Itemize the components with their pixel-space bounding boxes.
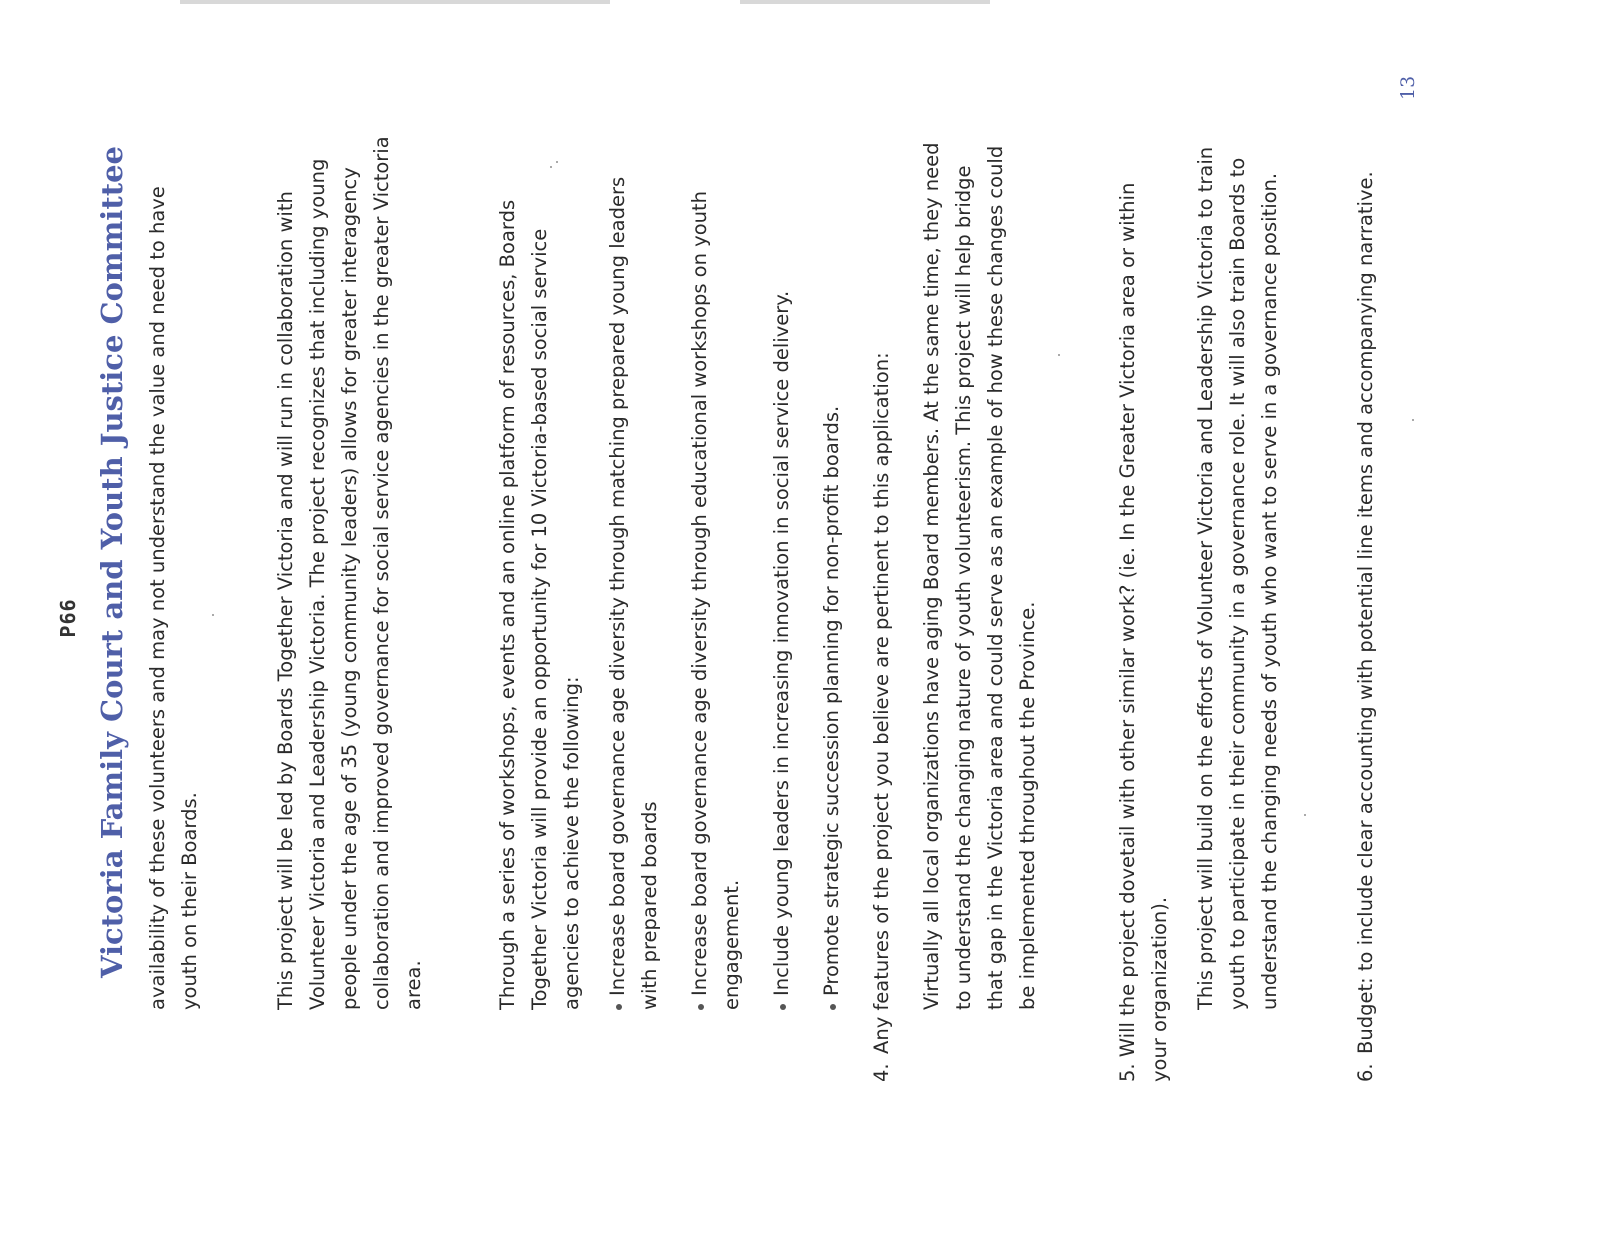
text-line: availability of these volunteers and may not understand the value and need to have <box>146 186 169 1010</box>
question-4 <box>866 182 898 1082</box>
scan-speck <box>212 614 214 616</box>
text-line: area. <box>402 960 425 1010</box>
text-line: Through a series of workshops, events and an online platform of resources, Boards <box>496 199 519 1010</box>
project-description-paragraph <box>270 110 430 1010</box>
continuation-paragraph <box>142 110 206 1010</box>
text-line: This project will be led by Boards Together Victoria and will run in collaboration with <box>274 191 297 1010</box>
text-line: to understand the changing nature of youth volunteerism. This project will help bridge <box>952 165 975 1010</box>
objective-text: Promote strategic succession planning for non-profit boards. <box>820 405 843 996</box>
text-line <box>866 182 898 1082</box>
text-line: 5. Will the project dovetail with other similar work? (ie. In the Greater Victoria area or within <box>1116 182 1139 1082</box>
question-text: Any features of the project you believe are pertinent to this application: <box>870 352 893 1054</box>
text-line: Together Victoria will provide an opportunity for 10 Victoria-based social service <box>528 228 551 1010</box>
scan-speck <box>550 166 552 168</box>
text-line: understand the changing needs of youth who want to serve in a governance position. <box>1258 172 1281 1010</box>
text-line <box>816 110 848 1010</box>
text-line: collaboration and improved governance for social service agencies in the greater Victoria <box>370 136 393 1010</box>
question-number: 4. <box>870 1063 893 1082</box>
page-code: P66 <box>56 598 80 638</box>
text-line <box>766 110 798 1010</box>
bullet-icon <box>780 1004 786 1010</box>
text-line: with prepared boards <box>638 801 661 1010</box>
text-line: be implemented throughout the Province. <box>1016 601 1039 1010</box>
document-title: Victoria Family Court and Youth Justice Committee <box>95 145 129 978</box>
text-line: youth on their Boards. <box>178 792 201 1010</box>
text-line: engagement. <box>720 879 743 1010</box>
bullet-icon <box>616 1004 622 1010</box>
text-line <box>1350 171 1382 1082</box>
question-4-answer <box>916 110 1044 1010</box>
scan-speck <box>1058 354 1060 356</box>
question-5 <box>1112 182 1176 1082</box>
question-5-answer <box>1190 110 1286 1010</box>
text-line <box>684 110 716 1010</box>
scan-speck <box>1304 814 1306 816</box>
text-line: that gap in the Victoria area and could serve as an example of how these changes could <box>984 145 1007 1010</box>
bullet-icon <box>830 1004 836 1010</box>
text-line: agencies to achieve the following: <box>560 676 583 1010</box>
page-number: 13 <box>1397 75 1419 100</box>
objective-text: Include young leaders in increasing innovation in social service delivery. <box>770 290 793 996</box>
question-number: 6. <box>1354 1063 1377 1082</box>
text-line: people under the age of 35 (young community leaders) allows for greater interagency <box>338 167 361 1010</box>
text-line: Virtually all local organizations have aging Board members. At the same time, they need <box>920 142 943 1010</box>
scan-speck <box>1412 419 1414 421</box>
bullet-icon <box>698 1004 704 1010</box>
text-line: youth to participate in their community in a governance role. It will also train Boards to <box>1226 157 1249 1010</box>
question-6 <box>1350 171 1382 1082</box>
objective-item <box>602 110 666 1010</box>
objective-text: Increase board governance age diversity through matching prepared young leaders <box>606 176 629 996</box>
scan-speck <box>556 161 558 163</box>
objective-item <box>766 110 798 1010</box>
objective-item <box>684 110 748 1010</box>
text-line <box>602 110 634 1010</box>
objective-text: Increase board governance age diversity through educational workshops on youth <box>688 190 711 996</box>
text-line: Volunteer Victoria and Leadership Victoria. The project recognizes that including young <box>306 158 329 1010</box>
text-line: your organization). <box>1148 896 1171 1082</box>
objective-item <box>816 110 848 1010</box>
objectives-intro-paragraph <box>492 110 588 1010</box>
text-line: This project will build on the efforts of Volunteer Victoria and Leadership Victoria to train <box>1194 146 1217 1010</box>
question-text: Budget: to include clear accounting with potential line items and accompanying narrative. <box>1354 171 1377 1054</box>
